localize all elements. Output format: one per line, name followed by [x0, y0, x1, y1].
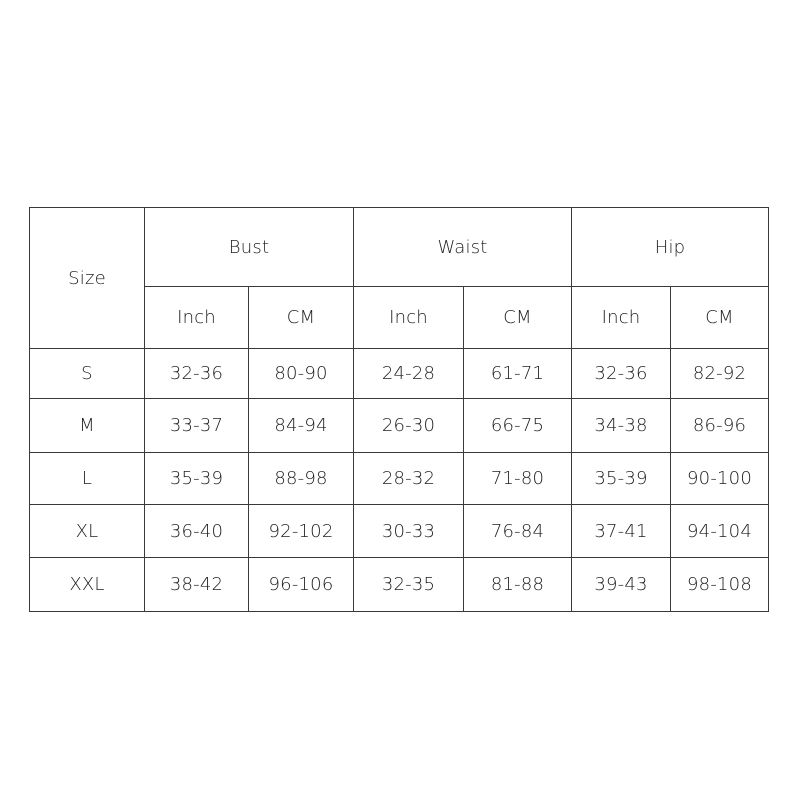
table-cell: 32-35	[354, 558, 464, 612]
table-cell: 34-38	[572, 399, 671, 453]
unit-header-bust-inch: Inch	[145, 287, 249, 349]
table-cell: 30-33	[354, 505, 464, 558]
unit-header-hip-inch: Inch	[572, 287, 671, 349]
table-cell: 81-88	[464, 558, 572, 612]
table-cell: 37-41	[572, 505, 671, 558]
table-cell: 35-39	[145, 453, 249, 505]
table-cell: 28-32	[354, 453, 464, 505]
table-cell: 82-92	[671, 349, 769, 399]
table-cell: 26-30	[354, 399, 464, 453]
hip-header: Hip	[572, 208, 769, 287]
table-row	[30, 349, 769, 399]
table-cell: 35-39	[572, 453, 671, 505]
table-cell: 39-43	[572, 558, 671, 612]
size-chart-table	[29, 207, 769, 612]
table-row	[30, 558, 769, 612]
table-cell: 92-102	[249, 505, 354, 558]
table-cell: 61-71	[464, 349, 572, 399]
table-cell: 33-37	[145, 399, 249, 453]
table-cell: 90-100	[671, 453, 769, 505]
size-header: Size	[30, 208, 145, 349]
table-cell: 24-28	[354, 349, 464, 399]
table-row	[30, 399, 769, 453]
table-cell: 84-94	[249, 399, 354, 453]
unit-header-hip-cm: CM	[671, 287, 769, 349]
table-cell: 71-80	[464, 453, 572, 505]
size-cell: XXL	[30, 558, 145, 612]
table-cell: 32-36	[572, 349, 671, 399]
table-cell: 66-75	[464, 399, 572, 453]
table-cell: 38-42	[145, 558, 249, 612]
table-cell: 96-106	[249, 558, 354, 612]
size-cell: L	[30, 453, 145, 505]
size-cell: XL	[30, 505, 145, 558]
table-cell: 80-90	[249, 349, 354, 399]
size-cell: M	[30, 399, 145, 453]
table-row	[30, 505, 769, 558]
table-cell: 32-36	[145, 349, 249, 399]
waist-header: Waist	[354, 208, 572, 287]
table-cell: 86-96	[671, 399, 769, 453]
table-cell: 76-84	[464, 505, 572, 558]
bust-header: Bust	[145, 208, 354, 287]
table-cell: 88-98	[249, 453, 354, 505]
group-header-row	[30, 208, 769, 287]
unit-header-bust-cm: CM	[249, 287, 354, 349]
unit-header-waist-cm: CM	[464, 287, 572, 349]
table-cell: 36-40	[145, 505, 249, 558]
unit-header-waist-inch: Inch	[354, 287, 464, 349]
size-cell: S	[30, 349, 145, 399]
table-row	[30, 453, 769, 505]
table-cell: 98-108	[671, 558, 769, 612]
table-cell: 94-104	[671, 505, 769, 558]
